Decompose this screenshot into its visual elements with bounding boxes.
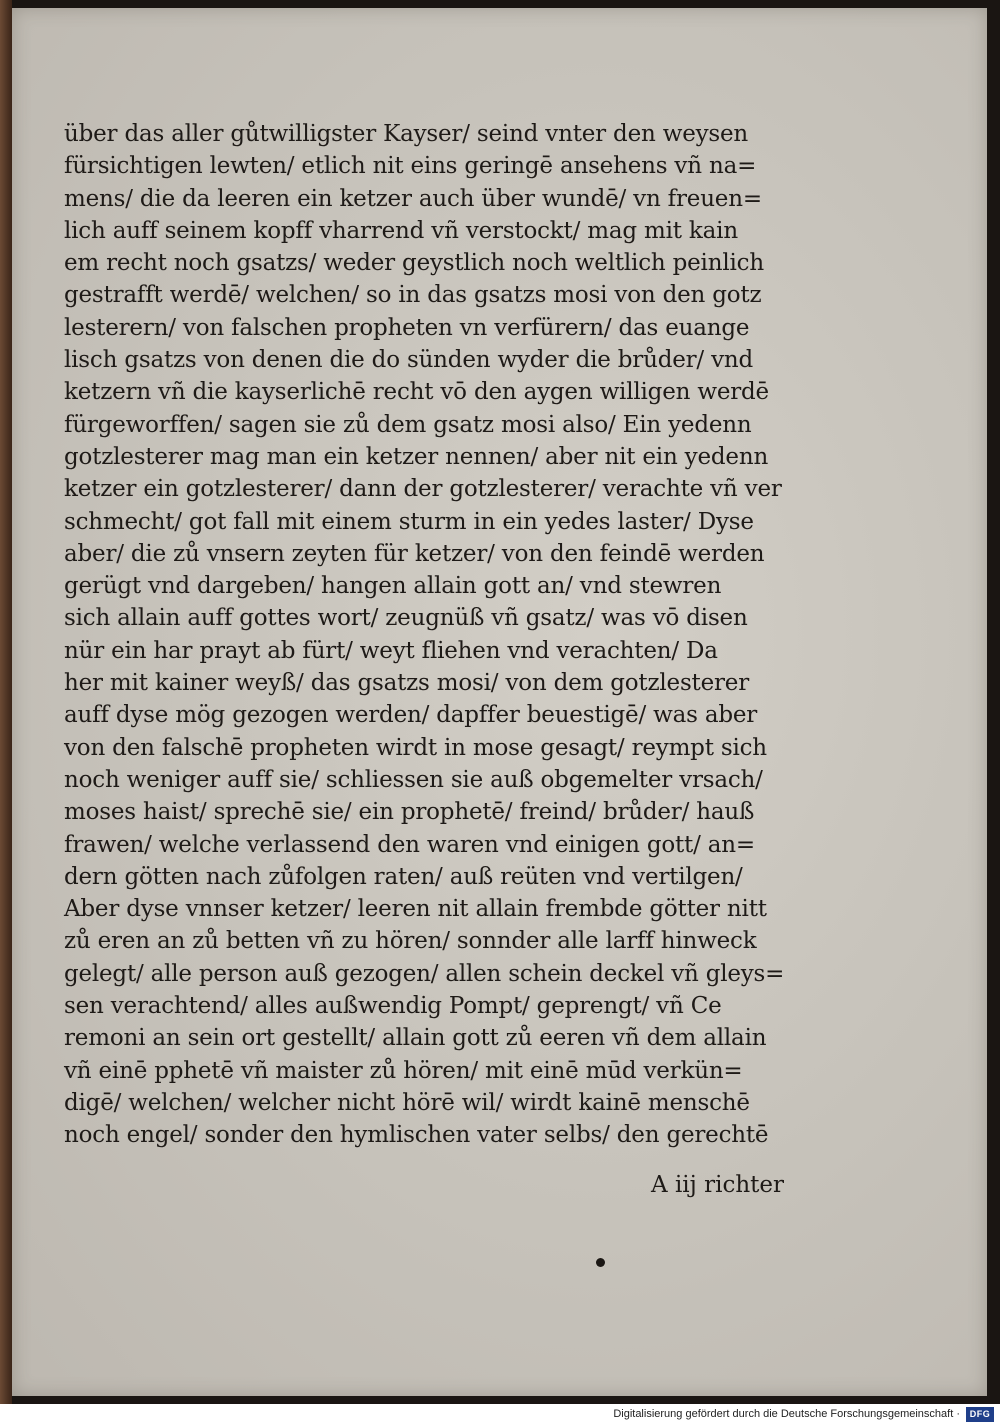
text-line: zů eren an zů betten vñ zu hören/ sonnder alle larff hinweck — [64, 928, 757, 955]
text-line: noch weniger auff sie/ schliessen sie auß obgemelter vrsach/ — [64, 766, 763, 793]
footer-bar — [0, 1404, 1000, 1427]
body-text — [64, 118, 784, 1152]
text-line: dern götten nach zůfolgen raten/ auß reüten vnd vertilgen/ — [64, 863, 743, 890]
digitization-credit: Digitalisierung gefördert durch die Deutsche Forschungsgemeinschaft · — [613, 1408, 960, 1420]
text-line: über das aller gůtwilligster Kayser/ seind vnter den weysen — [64, 121, 749, 147]
text-line: nür ein har prayt ab fürt/ weyt fliehen vnd verachten/ Da — [64, 637, 718, 664]
text-line: lisch gsatzs von denen die do sünden wyder die brůder/ vnd — [64, 347, 754, 374]
text-line: ketzer ein gotzlesterer/ dann der gotzlesterer/ verachte vñ ver — [64, 476, 782, 503]
page — [12, 8, 987, 1396]
text-line: digē/ welchen/ welcher nicht hörē wil/ wirdt kainē menschē — [64, 1089, 750, 1116]
text-line: lesterern/ von falschen propheten vn verfürern/ das euange — [64, 314, 750, 341]
dfg-logo: DFG — [966, 1407, 994, 1422]
ink-dot-mark — [596, 1258, 605, 1267]
text-line: gelegt/ alle person auß gezogen/ allen schein deckel vñ gleys= — [64, 960, 785, 987]
text-line: fürsichtigen lewten/ etlich nit eins geringē ansehens vñ na= — [64, 153, 757, 180]
text-line: her mit kainer weyß/ das gsatzs mosi/ von dem gotzlesterer — [64, 670, 750, 697]
text-line: moses haist/ sprechē sie/ ein prophetē/ freind/ brůder/ hauß — [64, 799, 755, 826]
book-edge — [0, 0, 12, 1404]
text-line: sen verachtend/ alles außwendig Pompt/ geprengt/ vñ Ce — [64, 993, 722, 1020]
text-line: aber/ die zů vnsern zeyten für ketzer/ von den feindē werden — [64, 540, 765, 567]
text-line: gestrafft werdē/ welchen/ so in das gsatzs mosi von den gotz — [64, 282, 762, 309]
text-line: sich allain auff gottes wort/ zeugnüß vñ gsatz/ was vō disen — [64, 605, 748, 632]
text-line: frawen/ welche verlassend den waren vnd einigen gott/ an= — [64, 831, 755, 858]
text-line: noch engel/ sonder den hymlischen vater selbs/ den gerechtē — [64, 1122, 769, 1149]
text-line: von den falschē propheten wirdt in mose gesagt/ reympt sich — [64, 734, 767, 761]
text-line: auff dyse mög gezogen werden/ dapffer beuestigē/ was aber — [64, 702, 758, 729]
text-line: mens/ die da leeren ein ketzer auch über wundē/ vn freuen= — [64, 185, 762, 212]
catchword: A iij richter — [651, 1172, 784, 1198]
text-line: Aber dyse vnnser ketzer/ leeren nit allain frembde götter nitt — [64, 896, 767, 923]
text-line: vñ einē pphetē vñ maister zů hören/ mit einē mūd verkün= — [64, 1057, 743, 1084]
text-line: lich auff seinem kopff vharrend vñ verstockt/ mag mit kain — [64, 217, 738, 244]
text-line: gerügt vnd dargeben/ hangen allain gott an/ vnd stewren — [64, 573, 722, 600]
text-line: ketzern vñ die kayserlichē recht vō den aygen willigen werdē — [64, 379, 769, 406]
text-line: remoni an sein ort gestellt/ allain gott zů eeren vñ dem allain — [64, 1025, 767, 1052]
text-line: schmecht/ got fall mit einem sturm in ein yedes laster/ Dyse — [64, 508, 754, 535]
text-line: gotzlesterer mag man ein ketzer nennen/ aber nit ein yedenn — [64, 443, 769, 470]
text-line: em recht noch gsatzs/ weder geystlich noch weltlich peinlich — [64, 250, 764, 277]
text-line: fürgeworffen/ sagen sie zů dem gsatz mosi also/ Ein yedenn — [64, 411, 752, 438]
